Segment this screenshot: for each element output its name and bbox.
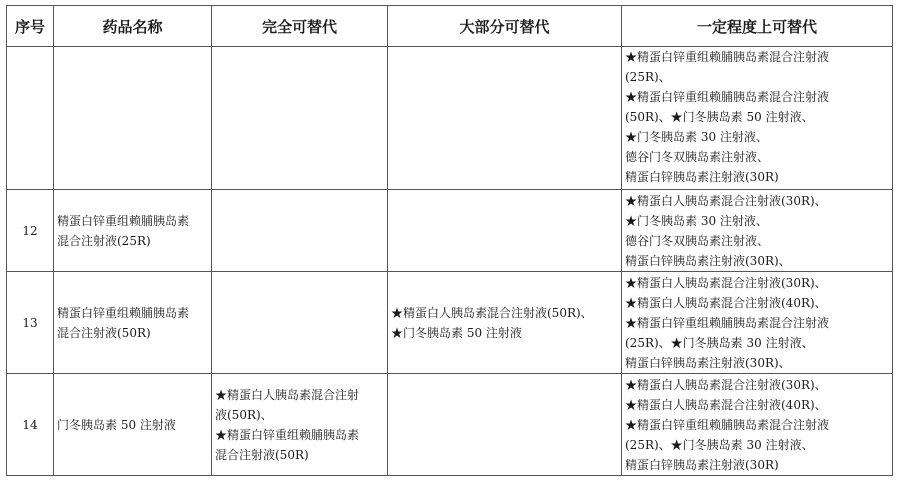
cell-text-line: ★门冬胰岛素 30 注射液、 [625, 130, 768, 144]
cell-text-line: 门冬胰岛素 50 注射液 [57, 417, 176, 432]
cell-text-line: 德谷门冬双胰岛素注射液、 [625, 150, 770, 164]
cell-text-line: ★精蛋白人胰岛素混合注射液(30R)、 [625, 193, 827, 208]
cell-text-line: ★精蛋白人胰岛素混合注射液(40R)、 [625, 295, 827, 310]
table-row [7, 47, 893, 190]
cell-text-line: ★门冬胰岛素 50 注射液 [391, 325, 522, 340]
header-drug-name: 药品名称 [54, 6, 212, 47]
cell-text-line: ★精蛋白人胰岛素混合注射 [215, 387, 360, 402]
fully-substitutable-cell [212, 374, 388, 476]
mostly-substitutable-cell [388, 47, 622, 190]
drug-name-cell [54, 374, 212, 476]
cell-text-line: 混合注射液(50R) [215, 447, 309, 462]
cell-text-line: ★精蛋白锌重组赖脯胰岛素混合注射液 [625, 315, 830, 330]
row-index [7, 47, 54, 190]
partially-substitutable-cell [622, 190, 893, 272]
cell-text-line: 精蛋白锌胰岛素注射液(30R) [625, 170, 779, 184]
cell-text-line: 精蛋白锌重组赖脯胰岛素 [57, 213, 190, 228]
cell-text-line: ★精蛋白人胰岛素混合注射液(30R)、 [625, 377, 827, 392]
table-header-row [7, 6, 893, 47]
partially-substitutable-cell [622, 272, 893, 374]
header-fully-substitutable: 完全可替代 [212, 6, 388, 47]
fully-substitutable-cell [212, 47, 388, 190]
cell-text-line: 德谷门冬双胰岛素注射液、 [625, 233, 770, 248]
cell-text-line: (25R)、 [625, 70, 671, 84]
table-row [7, 190, 893, 272]
cell-text-line: 混合注射液(25R) [57, 233, 151, 248]
cell-text-line: ★精蛋白锌重组赖脯胰岛素 [215, 427, 360, 442]
cell-text-line: (25R)、★门冬胰岛素 30 注射液、 [625, 335, 814, 350]
cell-text-line: ★精蛋白锌重组赖脯胰岛素混合注射液 [625, 417, 830, 432]
mostly-substitutable-cell [388, 190, 622, 272]
partially-substitutable-cell [622, 374, 893, 476]
header-partially-substitutable: 一定程度上可替代 [622, 6, 893, 47]
drug-substitution-table [6, 5, 893, 476]
cell-text-line: ★精蛋白锌重组赖脯胰岛素混合注射液 [625, 90, 830, 104]
table-row [7, 272, 893, 374]
partially-substitutable-cell [622, 47, 893, 190]
drug-name-cell [54, 272, 212, 374]
drug-name-cell [54, 47, 212, 190]
cell-text-line: 精蛋白锌胰岛素注射液(30R)、 [625, 355, 791, 370]
cell-text-line: ★精蛋白锌重组赖脯胰岛素混合注射液 [625, 50, 830, 64]
cell-text-line: (50R)、★门冬胰岛素 50 注射液、 [625, 110, 814, 124]
row-index: 12 [7, 190, 54, 272]
cell-text-line: 液(50R)、 [215, 407, 273, 422]
fully-substitutable-cell [212, 272, 388, 374]
cell-text-line: ★精蛋白人胰岛素混合注射液(40R)、 [625, 397, 827, 412]
table-row [7, 374, 893, 476]
cell-text-line: ★精蛋白人胰岛素混合注射液(50R)、 [391, 305, 593, 320]
cell-text-line: 精蛋白锌胰岛素注射液(30R)、 [625, 253, 791, 268]
mostly-substitutable-cell [388, 272, 622, 374]
drug-name-cell [54, 190, 212, 272]
cell-text-line: ★精蛋白人胰岛素混合注射液(30R)、 [625, 275, 827, 290]
cell-text-line: ★门冬胰岛素 30 注射液、 [625, 213, 768, 228]
header-mostly-substitutable: 大部分可替代 [388, 6, 622, 47]
row-index: 14 [7, 374, 54, 476]
row-index: 13 [7, 272, 54, 374]
header-index: 序号 [7, 6, 54, 47]
fully-substitutable-cell [212, 190, 388, 272]
cell-text-line: (25R)、★门冬胰岛素 30 注射液、 [625, 437, 814, 452]
mostly-substitutable-cell [388, 374, 622, 476]
cell-text-line: 精蛋白锌重组赖脯胰岛素 [57, 305, 190, 320]
cell-text-line: 精蛋白锌胰岛素注射液(30R) [625, 457, 779, 472]
cell-text-line: 混合注射液(50R) [57, 325, 151, 340]
